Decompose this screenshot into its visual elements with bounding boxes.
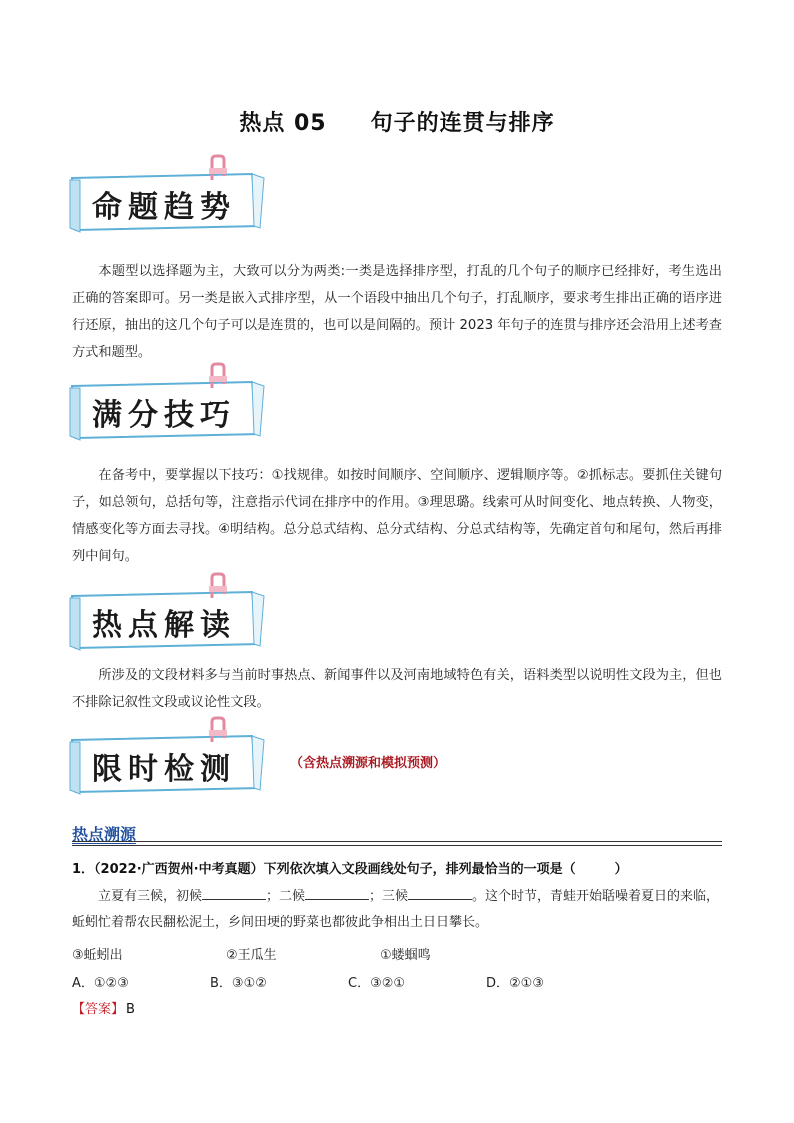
option-a: A．①②③: [72, 976, 129, 991]
paperclip-icon: [206, 362, 230, 390]
answer-label: 【答案】: [72, 1002, 125, 1017]
banner-test: [66, 730, 266, 800]
question-text-part: ；二候: [266, 889, 306, 904]
item-3: ①蝼蝈鸣: [380, 948, 431, 963]
banner-reading: [66, 586, 266, 656]
option-b: B．③①②: [210, 976, 267, 991]
banner-trend: [66, 168, 266, 238]
paperclip-icon: [206, 572, 230, 600]
trend-paragraph: 本题型以选择题为主，大致可以分为两类:一类是选择排序型，打乱的几个句子的顺序已经排好，考生选出正确的答案即可。另一类是嵌入式排序型，从一个语段中抽出几个句子，打乱顺序，要求考生排出正确的语序进行还原，抽出的这几个句子可以是连贯的，也可以是间隔的。预计 2023 年句子的连贯与排序还会沿用上述考查方式和题型。: [72, 264, 722, 360]
divider: [72, 845, 722, 846]
banner-skills: [66, 376, 266, 446]
banner-reading-label: 热点解读: [92, 608, 236, 643]
test-note: （含热点溯源和模拟预测）: [290, 756, 447, 771]
skills-paragraph: 在备考中，要掌握以下技巧：①找规律。如按时间顺序、空间顺序、逻辑顺序等。②抓标志。要抓住关键句子，如总领句，总括句等，注意指示代词在排序中的作用。③理思璐。线索可从时间变化、地点转换、人物变，情感变化等方面去寻找。④明结构。总分总式结构、总分式结构、分总式结构等，先确定首句和尾句，然后再排列中间句。: [72, 468, 723, 564]
banner-trend-label: 命题趋势: [92, 190, 236, 225]
reading-paragraph: 所涉及的文段材料多与当前时事热点、新闻事件以及河南地域特色有关，语料类型以说明性文段为主，但也不排除记叙性文段或议论性文段。: [72, 668, 722, 710]
item-2: ②王瓜生: [226, 948, 277, 963]
option-c: C．③②①: [348, 976, 406, 991]
question-text-part: ；三候: [369, 889, 409, 904]
option-d: D．②①③: [486, 976, 544, 991]
divider: [72, 841, 722, 842]
banner-test-label: 限时检测: [92, 752, 236, 787]
answer-blank: [408, 886, 472, 900]
paperclip-icon: [206, 716, 230, 744]
question-title: 1．（2022·广西贺州·中考真题）下列依次填入文段画线处句子，排列最恰当的一项是（ ）: [72, 862, 628, 877]
answer-blank: [305, 886, 369, 900]
question-text-part: 。这个时节，青蛙开始聒噪着夏日的来临，蚯蚓忙着帮农民翻松泥土，乡间田埂的野菜也都彼此争相出土日日攀长。: [72, 889, 720, 930]
item-1: ③蚯蚓出: [72, 948, 123, 963]
title-topic: 句子的连贯与排序: [370, 111, 555, 136]
answer-value: B: [126, 1002, 135, 1017]
answer-blank: [202, 886, 266, 900]
answer-line: [72, 998, 135, 1017]
title-number: 热点 05: [239, 111, 327, 136]
section-heading: 热点溯源: [72, 825, 137, 844]
question-body: [72, 884, 722, 936]
banner-skills-label: 满分技巧: [92, 398, 236, 433]
question-text-part: 立夏有三候，初候: [98, 889, 203, 904]
paperclip-icon: [206, 154, 230, 182]
page-title: [0, 106, 794, 137]
